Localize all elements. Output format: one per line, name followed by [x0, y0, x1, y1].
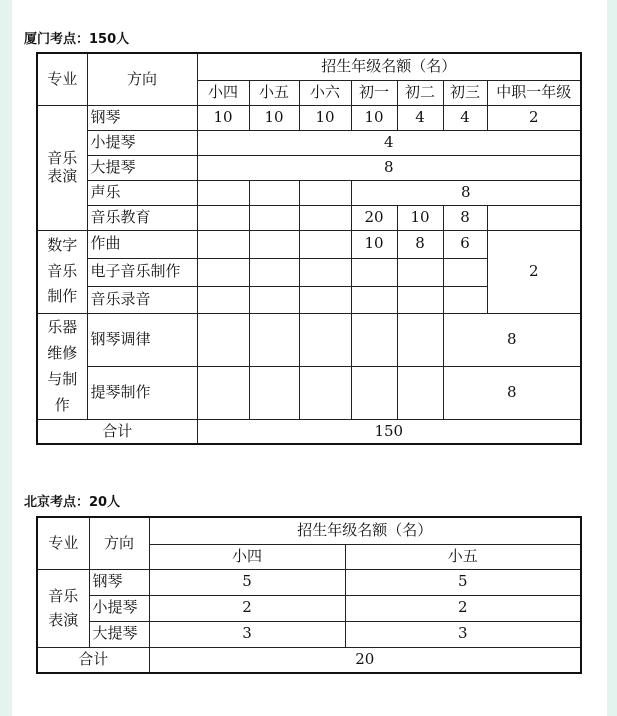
empty-cell: [351, 258, 397, 286]
quota-cell: 5: [149, 569, 345, 595]
xiamen-caption: 厦门考点：150人: [24, 32, 130, 47]
empty-cell: [351, 313, 397, 366]
total-value: 150: [197, 419, 581, 444]
empty-cell: [197, 366, 249, 419]
quota-cell: 20: [351, 205, 397, 230]
header-quota: 招生年级名额（名）: [149, 517, 581, 544]
direction-piano-tuning: 钢琴调律: [87, 313, 197, 366]
quota-cell: 2: [149, 595, 345, 621]
header-direction: 方向: [87, 53, 197, 105]
grade-header: 初二: [397, 80, 443, 105]
empty-cell: [249, 180, 299, 205]
empty-cell: [487, 205, 581, 230]
quota-cell: 8: [351, 180, 581, 205]
quota-cell: 5: [345, 569, 581, 595]
quota-cell: 8: [443, 313, 581, 366]
empty-cell: [397, 286, 443, 313]
group-digital-music: 数字音乐制作: [37, 230, 87, 313]
quota-cell: 10: [397, 205, 443, 230]
quota-cell: 8: [443, 366, 581, 419]
empty-cell: [443, 286, 487, 313]
empty-cell: [249, 230, 299, 258]
empty-cell: [299, 286, 351, 313]
grade-header: 初三: [443, 80, 487, 105]
direction-cello: 大提琴: [89, 621, 149, 647]
empty-cell: [397, 366, 443, 419]
grade-header: 中职一年级: [487, 80, 581, 105]
header-quota: 招生年级名额（名）: [197, 53, 581, 80]
direction-cello: 大提琴: [87, 155, 197, 180]
grade-header: 初一: [351, 80, 397, 105]
direction-recording: 音乐录音: [87, 286, 197, 313]
direction-piano: 钢琴: [87, 105, 197, 130]
empty-cell: [249, 366, 299, 419]
quota-cell: 3: [149, 621, 345, 647]
beijing-caption: 北京考点：20人: [24, 495, 121, 510]
direction-piano: 钢琴: [89, 569, 149, 595]
quota-cell: 10: [351, 105, 397, 130]
group-music-performance: 音乐表演: [37, 569, 89, 647]
empty-cell: [249, 205, 299, 230]
quota-cell: 8: [443, 205, 487, 230]
direction-violin: 小提琴: [87, 130, 197, 155]
quota-cell: 10: [249, 105, 299, 130]
direction-composition: 作曲: [87, 230, 197, 258]
empty-cell: [249, 258, 299, 286]
direction-music-education: 音乐教育: [87, 205, 197, 230]
quota-cell: 2: [487, 230, 581, 313]
empty-cell: [397, 313, 443, 366]
grade-header: 小四: [197, 80, 249, 105]
quota-cell: 8: [197, 155, 581, 180]
empty-cell: [299, 180, 351, 205]
grade-header: 小五: [249, 80, 299, 105]
quota-cell: 4: [443, 105, 487, 130]
quota-cell: 8: [397, 230, 443, 258]
direction-violin-making: 提琴制作: [87, 366, 197, 419]
xiamen-quota-table: [36, 52, 582, 445]
empty-cell: [299, 230, 351, 258]
quota-cell: 10: [299, 105, 351, 130]
beijing-quota-table: [36, 516, 582, 674]
empty-cell: [197, 205, 249, 230]
quota-cell: 10: [197, 105, 249, 130]
empty-cell: [249, 286, 299, 313]
empty-cell: [197, 313, 249, 366]
empty-cell: [299, 258, 351, 286]
empty-cell: [197, 180, 249, 205]
quota-cell: 4: [197, 130, 581, 155]
quota-cell: 2: [345, 595, 581, 621]
grade-header: 小六: [299, 80, 351, 105]
quota-cell: 3: [345, 621, 581, 647]
total-label: 合计: [37, 419, 197, 444]
empty-cell: [397, 258, 443, 286]
quota-cell: 10: [351, 230, 397, 258]
header-major: 专业: [37, 517, 89, 569]
empty-cell: [197, 258, 249, 286]
empty-cell: [351, 366, 397, 419]
empty-cell: [351, 286, 397, 313]
empty-cell: [299, 313, 351, 366]
grade-header: 小四: [149, 544, 345, 569]
group-music-performance: 音乐表演: [37, 105, 87, 230]
direction-vocal: 声乐: [87, 180, 197, 205]
empty-cell: [299, 366, 351, 419]
total-value: 20: [149, 647, 581, 673]
empty-cell: [197, 286, 249, 313]
empty-cell: [197, 230, 249, 258]
empty-cell: [249, 313, 299, 366]
grade-header: 小五: [345, 544, 581, 569]
direction-violin: 小提琴: [89, 595, 149, 621]
quota-cell: 6: [443, 230, 487, 258]
header-major: 专业: [37, 53, 87, 105]
direction-electronic-music: 电子音乐制作: [87, 258, 197, 286]
header-direction: 方向: [89, 517, 149, 569]
empty-cell: [443, 258, 487, 286]
group-instrument-repair: 乐器维修与制作: [37, 313, 87, 419]
quota-cell: 2: [487, 105, 581, 130]
quota-cell: 4: [397, 105, 443, 130]
empty-cell: [299, 205, 351, 230]
total-label: 合计: [37, 647, 149, 673]
